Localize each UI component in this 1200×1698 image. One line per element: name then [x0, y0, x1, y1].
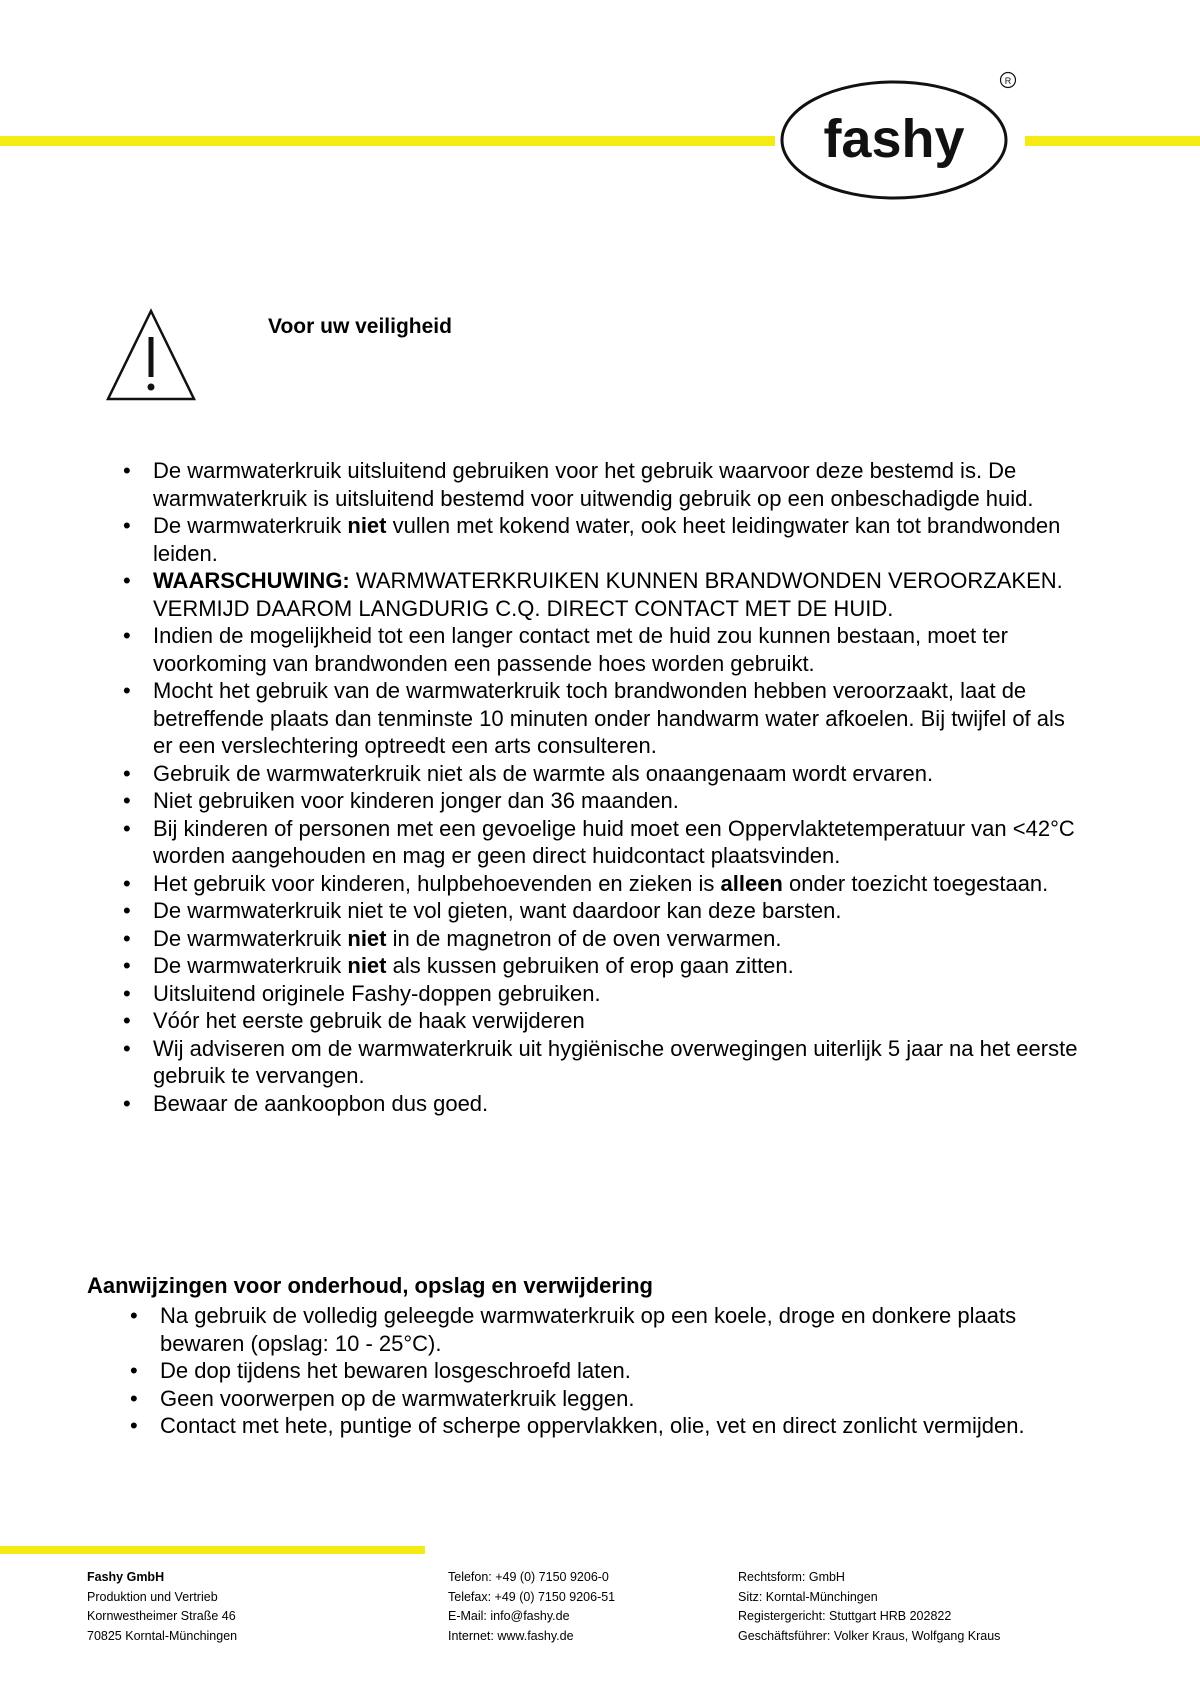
bullet-icon: •	[123, 568, 131, 593]
item-text: De warmwaterkruik uitsluitend gebruiken voor het gebruik waarvoor deze bestemd is. De warmwaterkruik is uitsluitend bestemd voor uitwendig gebruik op een onbeschadigde huid.	[153, 458, 1034, 511]
bullet-icon: •	[123, 760, 131, 786]
bullet-icon: •	[123, 788, 131, 813]
safety-list-item	[123, 815, 1083, 870]
footer-company-street: Kornwestheimer Straße 46	[87, 1609, 236, 1623]
footer-legal-form: Rechtsform: GmbH	[738, 1570, 845, 1584]
footer-legal-management: Geschäftsführer: Volker Kraus, Wolfgang Kraus	[738, 1628, 1001, 1643]
item-text: als kussen gebruiken of erop gaan zitten.	[386, 953, 794, 978]
item-text: De dop tijdens het bewaren losgeschroefd laten.	[160, 1358, 631, 1383]
care-list-item	[130, 1412, 1060, 1440]
safety-list	[123, 457, 1083, 1117]
safety-list-item	[123, 512, 1083, 567]
safety-list-item	[123, 622, 1083, 677]
care-list	[130, 1302, 1060, 1440]
item-text: onder toezicht toegestaan.	[782, 870, 1049, 896]
header-yellow-bar-right	[1025, 136, 1200, 146]
item-text: Vóór het eerste gebruik de haak verwijderen	[153, 1008, 585, 1033]
bullet-icon: •	[123, 623, 131, 648]
item-text: Uitsluitend originele Fashy-doppen gebruiken.	[153, 980, 601, 1006]
footer-email[interactable]: E-Mail: info@fashy.de	[448, 1609, 570, 1623]
safety-list-item	[123, 952, 1083, 980]
item-text: Na gebruik de volledig geleegde warmwaterkruik op een koele, droge en donkere plaats bewaren (opslag: 10 - 25°C).	[160, 1303, 1017, 1356]
item-text: De warmwaterkruik	[153, 953, 348, 978]
bullet-icon: •	[123, 815, 131, 841]
footer-company-line: Produktion und Vertrieb	[87, 1589, 218, 1604]
footer-company-name: Fashy GmbH	[87, 1570, 165, 1584]
item-text: Niet gebruiken voor kinderen jonger dan 36 maanden.	[153, 788, 679, 813]
header-yellow-bar-left	[0, 136, 775, 146]
item-text: Wij adviseren om de warmwaterkruik uit hygiënische overwegingen uiterlijk 5 jaar na het eerste gebruik te vervangen.	[153, 1035, 1078, 1088]
safety-list-item	[123, 870, 1083, 898]
item-text: Gebruik de warmwaterkruik niet als de warmte als onaangenaam wordt ervaren.	[153, 760, 934, 786]
item-text: De warmwaterkruik	[153, 925, 348, 951]
warning-triangle-icon	[104, 305, 198, 405]
item-text: De warmwaterkruik niet te vol gieten, want daardoor kan deze barsten.	[153, 898, 842, 923]
footer-legal-seat: Sitz: Korntal-Münchingen	[738, 1589, 878, 1604]
bullet-icon: •	[123, 953, 131, 978]
safety-list-item	[123, 787, 1083, 815]
care-list-item	[130, 1357, 1060, 1385]
footer-company-city: 70825 Korntal-Münchingen	[87, 1628, 238, 1643]
fashy-logo	[776, 68, 1026, 204]
care-section-title: Aanwijzingen voor onderhoud, opslag en verwijdering	[87, 1273, 653, 1298]
bullet-icon: •	[130, 1413, 138, 1438]
registered-mark: R	[1004, 76, 1012, 86]
bullet-icon: •	[130, 1303, 138, 1328]
footer-fax: Telefax: +49 (0) 7150 9206-51	[448, 1589, 616, 1604]
item-text: WARMWATERKRUIKEN KUNNEN BRANDWONDEN VEROORZAKEN. VERMIJD DAAROM LANGDURIG C.Q. DIRECT CONTACT MET DE HUID.	[153, 568, 1063, 621]
emphasis-text: niet	[347, 925, 387, 951]
footer-phone: Telefon: +49 (0) 7150 9206-0	[448, 1570, 609, 1584]
bullet-icon: •	[123, 980, 131, 1006]
footer-yellow-bar	[0, 1546, 425, 1554]
footer-contact-info	[448, 1568, 615, 1646]
emphasis-text: niet	[347, 513, 387, 538]
item-text: in de magnetron of de oven verwarmen.	[386, 925, 782, 951]
bullet-icon: •	[123, 1090, 131, 1116]
footer-legal-register: Registergericht: Stuttgart HRB 202822	[738, 1609, 952, 1623]
emphasis-text: niet	[347, 953, 387, 978]
safety-section-title: Voor uw veiligheid	[268, 315, 452, 338]
item-text: Geen voorwerpen op de warmwaterkruik leggen.	[160, 1385, 635, 1411]
safety-list-item	[123, 1035, 1083, 1090]
safety-list-item	[123, 567, 1083, 622]
item-text: Indien de mogelijkheid tot een langer contact met de huid zou kunnen bestaan, moet ter voorkoming van brandwonden een passende hoes worden gebruikt.	[153, 623, 1008, 676]
item-text: Bij kinderen of personen met een gevoelige huid moet een Oppervlaktetemperatuur van <42°C worden aangehouden en mag er geen direct huidcontact plaatsvinden.	[153, 815, 1075, 868]
footer-company-info	[87, 1568, 237, 1646]
bullet-icon: •	[123, 678, 131, 703]
safety-list-item	[123, 760, 1083, 788]
item-text: Contact met hete, puntige of scherpe oppervlakken, olie, vet en direct zonlicht vermijden.	[160, 1413, 1025, 1438]
safety-list-item	[123, 457, 1083, 512]
bullet-icon: •	[123, 1035, 131, 1061]
safety-list-item	[123, 1090, 1083, 1118]
safety-list-item	[123, 677, 1083, 760]
bullet-icon: •	[123, 925, 131, 951]
footer-legal-info	[738, 1568, 1000, 1646]
item-text: Het gebruik voor kinderen, hulpbehoevenden en zieken is	[153, 870, 721, 896]
bullet-icon: •	[130, 1385, 138, 1411]
bullet-icon: •	[123, 513, 131, 538]
safety-list-item	[123, 897, 1083, 925]
item-text: Bewaar de aankoopbon dus goed.	[153, 1090, 489, 1116]
care-list-item	[130, 1302, 1060, 1357]
item-text: De warmwaterkruik	[153, 513, 348, 538]
bullet-icon: •	[123, 458, 131, 483]
bullet-icon: •	[123, 870, 131, 896]
safety-list-item	[123, 980, 1083, 1008]
item-text: Mocht het gebruik van de warmwaterkruik toch brandwonden hebben veroorzaakt, laat de betreffende plaats dan tenminste 10 minuten onder handwarm water afkoelen. Bij twijfel of als er een verslechtering optreedt een arts consulteren.	[153, 678, 1065, 758]
safety-list-item	[123, 1007, 1083, 1035]
bullet-icon: •	[130, 1358, 138, 1383]
footer-website[interactable]: Internet: www.fashy.de	[448, 1628, 574, 1643]
care-list-item	[130, 1385, 1060, 1413]
emphasis-text: WAARSCHUWING:	[153, 568, 350, 593]
safety-list-item	[123, 925, 1083, 953]
emphasis-text: alleen	[720, 870, 783, 896]
bullet-icon: •	[123, 1008, 131, 1033]
logo-wordmark: fashy	[823, 109, 965, 169]
item-text: vullen met kokend water, ook heet leidingwater kan tot brandwonden leiden.	[153, 513, 1061, 566]
bullet-icon: •	[123, 898, 131, 923]
